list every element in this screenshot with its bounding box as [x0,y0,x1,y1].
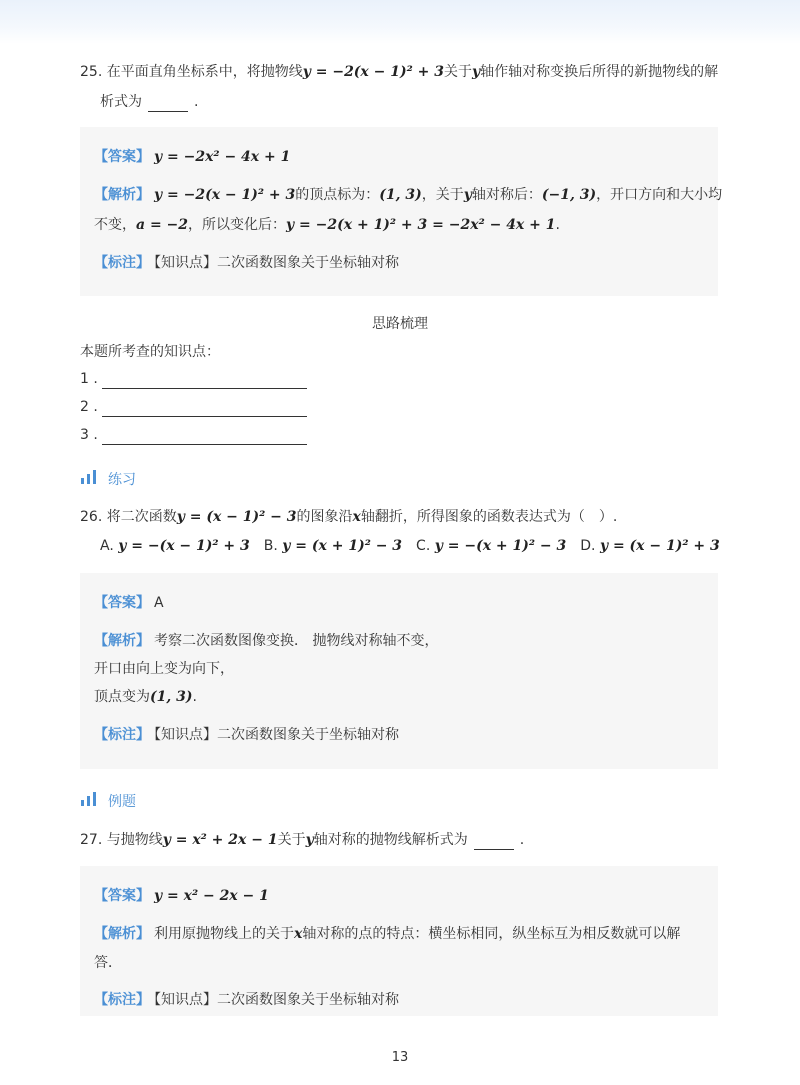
analysis-tag: 【解析】 [94,926,150,942]
analysis-line-2: 答． [94,955,122,971]
review-item-2 [80,397,307,417]
answer-line [94,886,269,906]
answer-tag: 【答案】 [94,888,150,904]
option-letter: B. [263,538,278,554]
option-c[interactable] [416,536,566,556]
review-blank[interactable] [102,388,307,389]
analysis-tag: 【解析】 [94,633,150,649]
note-line [94,990,399,1010]
note-text: 【知识点】二次函数图象关于坐标轴对称 [154,727,399,743]
analysis-text: . [555,217,560,233]
math-expression: y = −2(x − 1)² + 3 [154,187,296,203]
question-text: . [194,94,199,110]
answer-tag: 【答案】 [94,595,150,611]
review-item-number: 2 . [80,399,98,415]
page-number: 13 [391,1050,409,1065]
bar-chart-icon [80,792,98,812]
review-item-number: 3 . [80,427,98,443]
answer-box-27 [80,866,718,1016]
answer-line [94,593,164,613]
analysis-line-1 [94,631,438,651]
bar-chart-icon [80,470,98,490]
option-letter: A. [100,538,114,554]
analysis-text: ，所以变化后： [188,217,287,233]
question-number: 26. [80,509,103,525]
question-number: 25. [80,64,103,80]
analysis-text: ，开口方向和大小均 [596,187,723,203]
analysis-text: 轴对称后： [471,187,542,203]
analysis-text: 利用原抛物线上的关于 [154,926,294,942]
question-25-line2 [100,92,198,112]
math-expression: y = (x + 1)² − 3 [282,538,403,554]
math-expression: y = −2(x − 1)² + 3 [302,64,444,80]
math-expression: y = (x − 1)² + 3 [599,538,720,554]
option-d[interactable] [580,536,719,556]
math-variable: y [305,832,314,848]
math-expression: y = −2x² − 4x + 1 [154,149,291,165]
question-text: 的图象沿 [296,509,353,525]
review-intro: 本题所考查的知识点： [80,344,220,360]
question-27-stem [80,830,524,850]
answer-text: A [154,595,164,611]
analysis-line-2: 开口由向上变为向下， [94,661,234,677]
note-tag: 【标注】 [94,255,150,271]
math-expression: (1, 3) [150,689,193,705]
answer-line [94,147,290,167]
analysis-text: 轴对称的点的特点：横坐标相同，纵坐标互为相反数就可以解 [302,926,681,942]
analysis-tag: 【解析】 [94,187,150,203]
note-tag: 【标注】 [94,727,150,743]
analysis-text: 的顶点标为： [295,187,380,203]
math-variable: y [471,64,481,80]
question-text: 轴对称的抛物线解析式为 [313,832,468,848]
question-26-stem [80,507,617,527]
analysis-line-1 [94,185,722,205]
note-line [94,253,399,273]
note-text: 【知识点】二次函数图象关于坐标轴对称 [154,255,399,271]
analysis-line-3 [94,687,197,707]
question-text: 关于 [443,64,472,80]
question-25-line1 [80,62,718,82]
math-variable: x [294,926,303,942]
question-text: 在平面直角坐标系中，将抛物线 [106,64,303,80]
analysis-line-2 [94,215,560,235]
question-text: 轴翻折，所得图象的函数表达式为（ ）. [360,509,618,525]
review-title: 思路梳理 [372,316,428,332]
question-text: 轴作轴对称变换后所得的新抛物线的解 [480,64,719,80]
math-expression: (1, 3) [379,187,422,203]
question-text: 关于 [277,832,306,848]
analysis-text: 不变， [94,217,136,233]
option-letter: D. [580,538,596,554]
analysis-text: 顶点变为 [94,689,150,705]
math-expression: y = −(x + 1)² − 3 [434,538,567,554]
option-b[interactable] [264,536,402,556]
review-blank[interactable] [102,416,307,417]
analysis-text: . [192,689,197,705]
review-item-1 [80,369,307,389]
question-text: . [519,832,525,848]
analysis-text: 考察二次函数图像变换． 抛物线对称轴不变， [154,633,439,649]
note-line [94,725,399,745]
math-expression: a = −2 [136,217,189,233]
math-variable: y [463,187,472,203]
review-blank[interactable] [102,444,307,445]
section-practice [80,470,136,490]
option-a[interactable] [100,536,250,556]
option-letter: C. [416,538,431,554]
review-item-number: 1 . [80,371,98,387]
header-band [0,0,800,44]
math-expression: y = −(x − 1)² + 3 [118,538,250,554]
answer-blank[interactable] [148,111,188,112]
answer-box-25 [80,127,723,296]
analysis-line-1 [94,924,680,944]
note-tag: 【标注】 [94,992,150,1008]
math-expression: y = x² − 2x − 1 [154,888,269,904]
answer-blank[interactable] [474,849,514,850]
answer-tag: 【答案】 [94,149,150,165]
question-text: 析式为 [100,94,142,110]
question-text: 将二次函数 [106,509,177,525]
note-text: 【知识点】二次函数图象关于坐标轴对称 [154,992,399,1008]
section-example [80,792,136,812]
math-expression: y = x² + 2x − 1 [162,832,278,848]
math-expression: y = (x − 1)² − 3 [176,509,297,525]
question-26-options [100,536,734,556]
math-expression: (−1, 3) [541,187,597,203]
math-variable: x [352,509,361,525]
section-label: 练习 [108,472,136,488]
math-expression: y = −2(x + 1)² + 3 = −2x² − 4x + 1 [286,217,556,233]
question-text: 与抛物线 [106,832,163,848]
answer-box-26 [80,573,718,769]
section-label: 例题 [108,794,136,810]
question-number: 27. [80,832,103,848]
review-item-3 [80,425,307,445]
analysis-text: ，关于 [421,187,464,203]
